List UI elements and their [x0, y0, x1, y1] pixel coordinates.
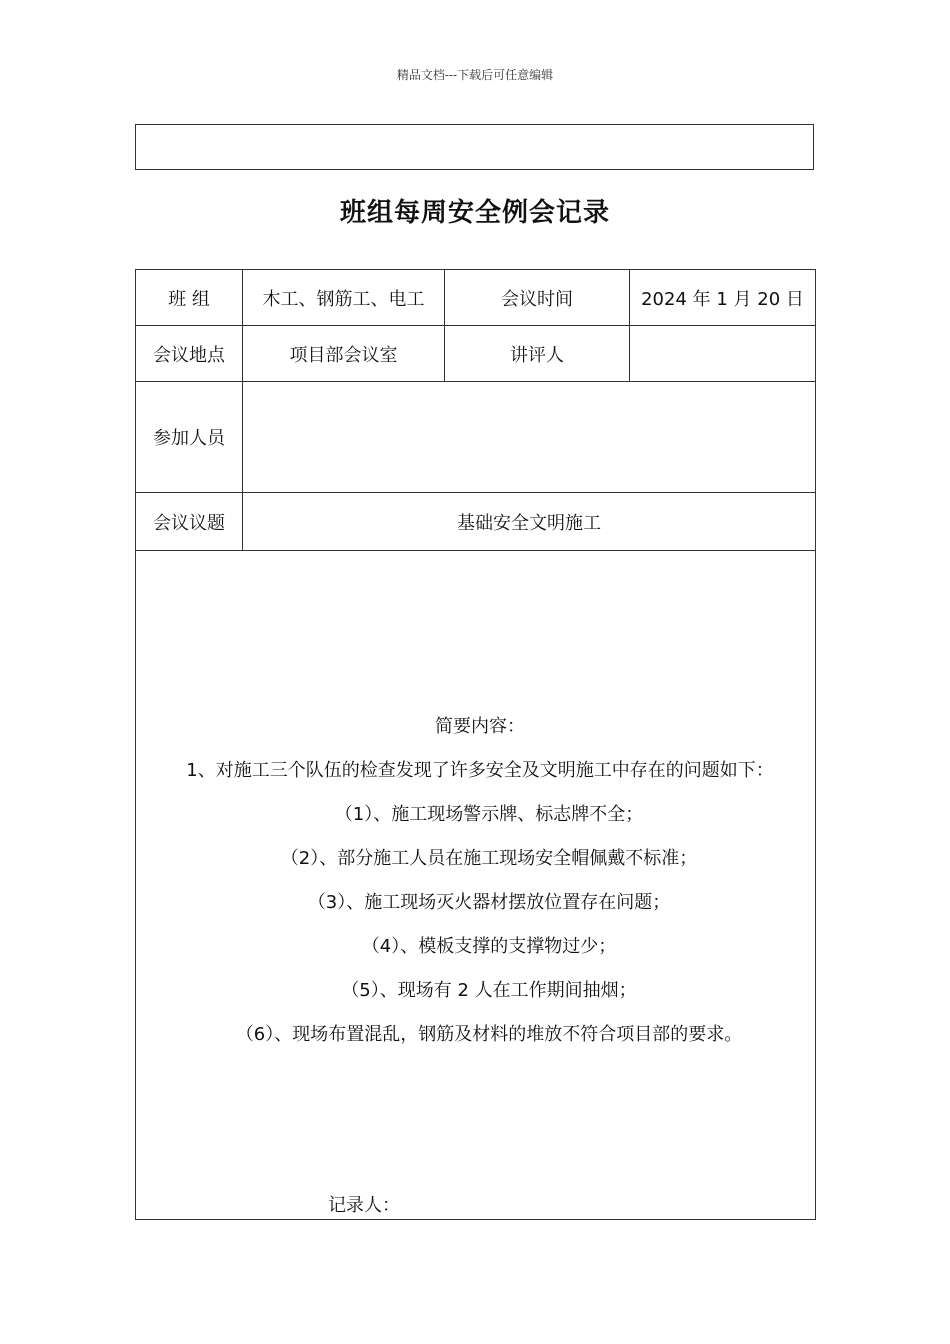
document-title: 班组每周安全例会记录	[339, 198, 610, 228]
issue-item-2: （2）、部分施工人员在施工现场安全帽佩戴不标准；	[280, 847, 698, 869]
topic-row	[136, 493, 816, 551]
location-label: 会议地点	[136, 326, 243, 382]
content-heading: 简要内容：	[435, 715, 525, 737]
location-row	[136, 326, 816, 382]
team-label: 班 组	[136, 270, 243, 326]
team-row	[136, 270, 816, 326]
attendees-label: 参加人员	[136, 382, 243, 493]
issue-item-5: （5）、现场有 2 人在工作期间抽烟；	[341, 979, 637, 1001]
reviewer-value	[630, 326, 816, 382]
content-row	[136, 551, 816, 1220]
time-value: 2024 年 1 月 20 日	[630, 270, 816, 326]
issue-item-6: （6）、现场布置混乱，钢筋及材料的堆放不符合项目部的要求。	[235, 1023, 743, 1045]
blank-top-box	[135, 124, 814, 170]
content-body	[136, 704, 815, 1067]
topic-value: 基础安全文明施工	[243, 493, 816, 551]
content-intro: 1、对施工三个队伍的检查发现了许多安全及文明施工中存在的问题如下：	[186, 759, 774, 781]
location-value: 项目部会议室	[243, 326, 445, 382]
issue-item-1: （1）、施工现场警示牌、标志牌不全；	[334, 803, 644, 825]
content-cell	[136, 551, 816, 1220]
topic-label: 会议议题	[136, 493, 243, 551]
team-value: 木工、钢筋工、电工	[243, 270, 445, 326]
header-note: 精品文档---下载后可任意编辑	[396, 68, 554, 82]
time-label: 会议时间	[445, 270, 630, 326]
recorder-label: 记录人：	[328, 1195, 400, 1216]
issue-item-3: （3）、施工现场灭火器材摆放位置存在问题；	[307, 891, 671, 913]
issue-item-4: （4）、模板支撑的支撑物过少；	[361, 935, 617, 957]
reviewer-label: 讲评人	[445, 326, 630, 382]
attendees-row	[136, 382, 816, 493]
attendees-value	[243, 382, 816, 493]
meeting-record-table	[135, 269, 816, 1220]
